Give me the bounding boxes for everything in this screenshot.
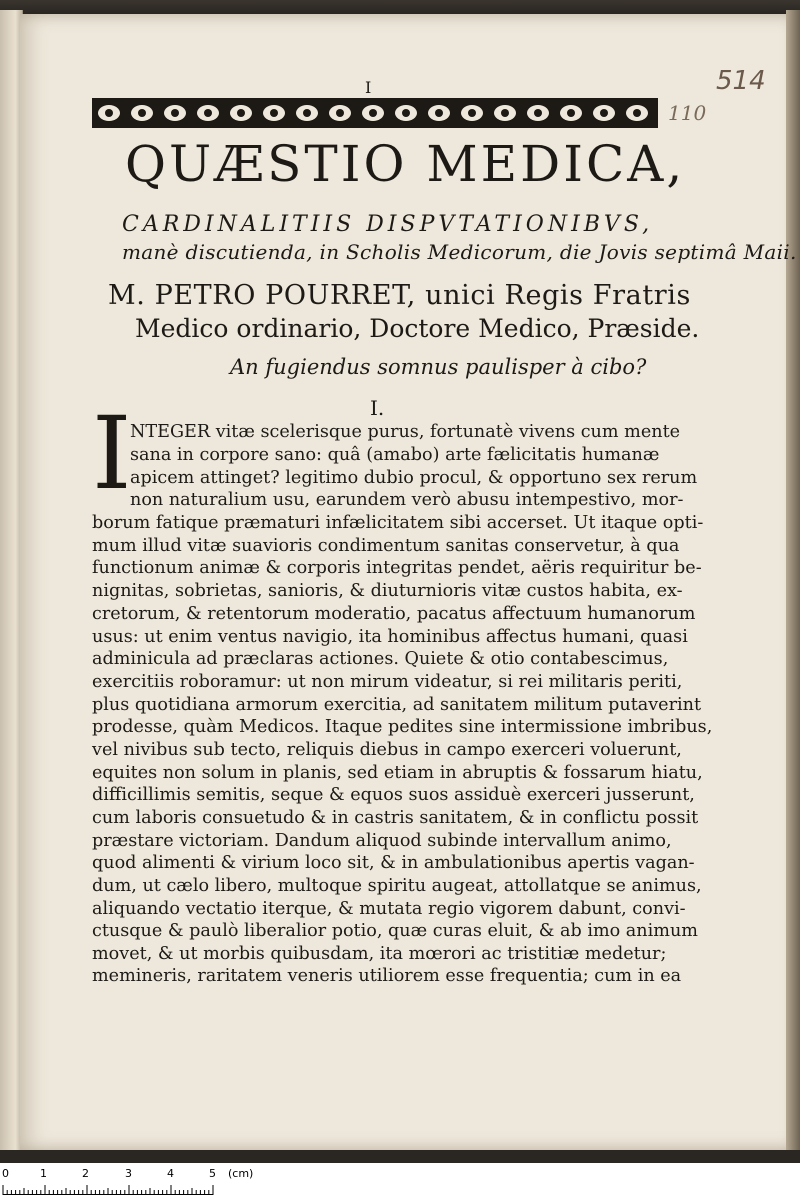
scale-label: 2 (82, 1167, 89, 1180)
body-line: ctusque & paulò liberalior potio, quæ curas eluit, & ab imo animum (92, 921, 698, 941)
scale-label: (cm) (228, 1167, 254, 1180)
body-line: prodesse, quàm Medicos. Itaque pedites sine intermissione imbribus, (92, 717, 713, 737)
scale-label: 4 (167, 1167, 174, 1180)
body-line: movet, & ut morbis quibusdam, ita mœrori ac tristitiæ medetur; (92, 944, 667, 964)
body-line: præstare victoriam. Dandum aliquod subinde intervallum animo, (92, 831, 672, 851)
page-number: I (365, 78, 372, 97)
document-title: QUÆSTIO MEDICA, (125, 135, 686, 193)
body-line: non naturalium usu, earundem verò abusu intempestivo, mor- (130, 490, 684, 510)
manuscript-number-secondary: 110 (668, 101, 707, 125)
body-line: functionum animæ & corporis integritas pendet, aëris requiritur be- (92, 558, 702, 578)
praeses-line-1: M. PETRO POURRET, unici Regis Fratris (108, 280, 691, 311)
scale-ruler (2, 1185, 214, 1195)
body-line: nignitas, sobrietas, sanioris, & diuturnioris vitæ custos habita, ex- (92, 581, 683, 601)
body-line: memineris, raritatem veneris utiliorem esse frequentia; cum in ea (92, 966, 682, 986)
body-line: plus quotidiana armorum exercitia, ad sanitatem militum putaverint (92, 695, 702, 715)
subtitle-disputationibus: CARDINALITIIS DISPVTATIONIBVS, (122, 212, 654, 237)
praeses-line-2: Medico ordinario, Doctore Medico, Præside. (135, 314, 700, 343)
section-number: I. (370, 396, 385, 420)
body-line: NTEGER vitæ scelerisque purus, fortunatè vivens cum mente (130, 422, 681, 442)
ornamental-band (92, 98, 658, 128)
scale-label: 1 (40, 1167, 47, 1180)
manuscript-number: 514 (716, 66, 766, 96)
body-line: apicem attinget? legitimo dubio procul, & opportuno sex rerum (130, 468, 698, 488)
body-line: vel nivibus sub tecto, reliquis diebus in campo exerceri voluerunt, (92, 740, 682, 760)
body-line: mum illud vitæ suavioris condimentum sanitas conservetur, à qua (92, 536, 680, 556)
measurement-scale (0, 1163, 800, 1201)
body-line: borum fatique præmaturi infælicitatem sibi accerset. Ut itaque opti- (92, 513, 704, 533)
body-line: difficillimis semitis, seque & equos suos assiduè exerceri jusserunt, (92, 785, 695, 805)
body-line: sana in corpore sano: quâ (amabo) arte fælicitatis humanæ (130, 445, 660, 465)
subtitle-date: manè discutienda, in Scholis Medicorum, die Jovis septimâ Maii. (122, 240, 797, 264)
body-line: usus: ut enim ventus navigio, ita hominibus affectus humani, quasi (92, 627, 688, 647)
body-line: adminicula ad præclaras actiones. Quiete & otio contabescimus, (92, 649, 669, 669)
body-line: cum laboris consuetudo & in castris sanitatem, & in conflictu possit (92, 808, 699, 828)
question-heading: An fugiendus somnus paulisper à cibo? (230, 355, 647, 379)
scale-label: 5 (209, 1167, 216, 1180)
body-line: equites non solum in planis, sed etiam in abruptis & fossarum hiatu, (92, 763, 703, 783)
scale-label: 0 (2, 1167, 9, 1180)
body-line: exercitiis roboramur: ut non mirum videatur, si rei militaris periti, (92, 672, 683, 692)
scale-label: 3 (125, 1167, 132, 1180)
body-line: aliquando vectatio iterque, & mutata regio vigorem dabunt, convi- (92, 899, 686, 919)
body-line: quod alimenti & virium loco sit, & in ambulationibus apertis vagan- (92, 853, 695, 873)
drop-cap: I (92, 395, 132, 512)
right-page-edge (786, 10, 800, 1150)
body-line: cretorum, & retentorum moderatio, pacatus affectuum humanorum (92, 604, 696, 624)
body-line: dum, ut cælo libero, multoque spiritu augeat, attollatque se animus, (92, 876, 702, 896)
